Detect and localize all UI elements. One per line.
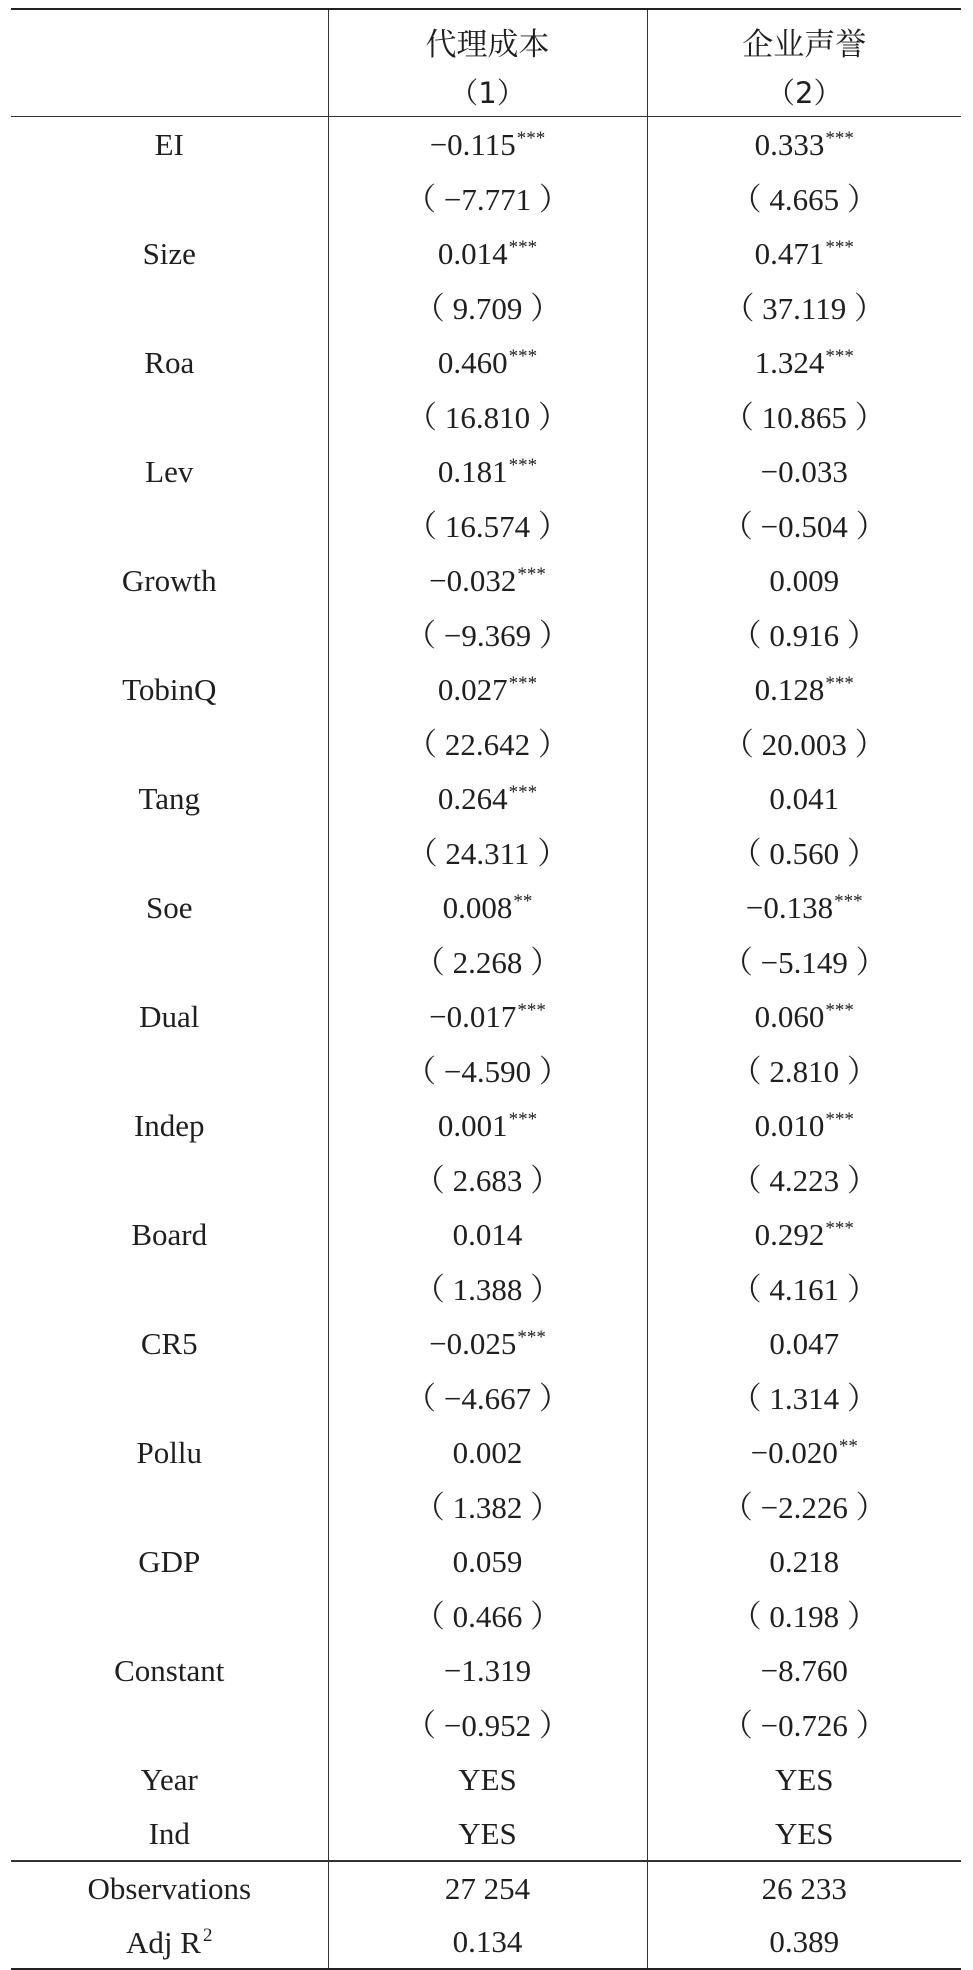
empty-cell	[11, 1589, 328, 1643]
table-row-tstat	[11, 499, 961, 553]
col1-coefficient	[328, 880, 647, 935]
col2-tstat: （ 4.665 ）	[730, 181, 878, 217]
table-row-tstat	[11, 717, 961, 771]
variable-name: CR5	[140, 1326, 198, 1361]
adj-r2-superscript: 2	[202, 1924, 213, 1946]
col1-tstat: （ 24.311 ）	[328, 826, 647, 880]
empty-cell	[11, 499, 328, 553]
coefficient-value: −0.138	[745, 890, 834, 925]
adj-r2-label: Adj R	[126, 1924, 201, 1960]
table-row-tstat	[11, 390, 961, 444]
header-corner	[11, 9, 328, 70]
variable-name: Size	[142, 236, 196, 271]
variable-name: EI	[154, 127, 184, 162]
col1-coefficient	[328, 1098, 647, 1153]
col2-coefficient	[647, 1643, 961, 1698]
significance-stars: **	[513, 891, 533, 912]
significance-stars: ***	[508, 1109, 538, 1130]
table-row	[11, 1425, 961, 1480]
control-row	[11, 1806, 961, 1861]
table-row	[11, 117, 961, 173]
empty-cell	[11, 1153, 328, 1207]
coefficient-value: 0.010	[754, 1108, 825, 1143]
variable-name: Growth	[121, 563, 217, 598]
control-name: Year	[140, 1761, 198, 1797]
coefficient-value: 0.333	[754, 127, 825, 162]
col1-coefficient	[328, 553, 647, 608]
table-row-tstat	[11, 1262, 961, 1316]
coefficient-value: −0.017	[429, 999, 517, 1034]
col2-coefficient	[647, 989, 961, 1044]
coefficient-value: 1.324	[754, 345, 825, 380]
coefficient-value: 0.009	[769, 563, 840, 598]
table-row	[11, 226, 961, 281]
col1-coefficient	[328, 1425, 647, 1480]
col1-coefficient	[328, 662, 647, 717]
table-row-tstat	[11, 1044, 961, 1098]
col1-tstat: （ −7.771 ）	[328, 172, 647, 226]
col1-coefficient	[328, 444, 647, 499]
control-name: Ind	[148, 1815, 190, 1851]
significance-stars: ***	[825, 1000, 854, 1021]
significance-stars: ***	[825, 1218, 854, 1239]
coefficient-value: 0.181	[437, 454, 508, 489]
coefficient-value: 0.218	[769, 1544, 840, 1579]
table-row	[11, 662, 961, 717]
coefficient-value: 0.008	[442, 890, 513, 925]
significance-stars: ***	[508, 346, 538, 367]
coefficient-value: 0.460	[437, 345, 508, 380]
variable-name: Lev	[145, 454, 194, 489]
coefficient-value: −0.033	[760, 454, 848, 489]
coefficient-value: −0.025	[429, 1326, 517, 1361]
col1-tstat: （ 16.574 ）	[328, 499, 647, 553]
coefficient-value: −0.115	[429, 127, 516, 162]
coefficient-value: 0.047	[769, 1326, 840, 1361]
variable-name: Pollu	[136, 1435, 202, 1470]
col2-adj-r2: 0.389	[647, 1915, 961, 1969]
header-row-titles	[11, 9, 961, 70]
empty-cell	[11, 1371, 328, 1425]
col2-control: YES	[774, 1815, 834, 1851]
table-row-tstat	[11, 608, 961, 662]
coefficient-value: −0.020	[750, 1435, 838, 1470]
regression-table	[11, 8, 961, 1970]
col2-tstat: （ −0.726 ）	[721, 1707, 887, 1743]
table-row-tstat	[11, 935, 961, 989]
col2-observations: 26 233	[647, 1861, 961, 1915]
table-body	[11, 117, 961, 1970]
variable-name: Board	[131, 1217, 208, 1252]
significance-stars: ***	[516, 128, 546, 149]
table-row-tstat	[11, 281, 961, 335]
col1-coefficient	[328, 1316, 647, 1371]
col1-coefficient	[328, 1534, 647, 1589]
empty-cell	[11, 608, 328, 662]
col2-coefficient	[647, 553, 961, 608]
col1-coefficient	[328, 335, 647, 390]
adj-r2-label-cell	[11, 1915, 328, 1969]
significance-stars: **	[838, 1436, 858, 1457]
empty-cell	[11, 826, 328, 880]
col1-tstat: （ 2.268 ）	[328, 935, 647, 989]
col2-coefficient	[647, 335, 961, 390]
table-row	[11, 1643, 961, 1698]
table-row-tstat	[11, 1589, 961, 1643]
significance-stars: ***	[517, 564, 546, 585]
table-row	[11, 1207, 961, 1262]
table-row	[11, 880, 961, 935]
empty-cell	[11, 935, 328, 989]
coefficient-value: 0.060	[754, 999, 825, 1034]
table-row-tstat	[11, 1480, 961, 1534]
header-row-numbers	[11, 70, 961, 117]
table-row	[11, 335, 961, 390]
col1-tstat: （ −4.590 ）	[328, 1044, 647, 1098]
coefficient-value: 0.041	[769, 781, 840, 816]
col1-observations: 27 254	[328, 1861, 647, 1915]
observations-row	[11, 1861, 961, 1915]
col2-tstat: （ 4.223 ）	[730, 1162, 878, 1198]
control-row	[11, 1752, 961, 1806]
col2-tstat: （ 0.560 ）	[730, 835, 878, 871]
coefficient-value: 0.264	[437, 781, 508, 816]
variable-name: Constant	[114, 1653, 225, 1688]
variable-name: Tang	[138, 781, 201, 816]
col2-coefficient	[647, 1098, 961, 1153]
col2-coefficient	[647, 117, 961, 173]
significance-stars: ***	[508, 673, 538, 694]
variable-name: Indep	[133, 1108, 205, 1143]
empty-cell	[11, 281, 328, 335]
col1-coefficient	[328, 1643, 647, 1698]
coefficient-value: −8.760	[760, 1653, 848, 1688]
significance-stars: ***	[825, 128, 854, 149]
table-row	[11, 553, 961, 608]
col1-number: （1）	[328, 70, 647, 117]
col1-coefficient	[328, 226, 647, 281]
col2-tstat: （ 0.198 ）	[730, 1598, 878, 1634]
significance-stars: ***	[825, 346, 854, 367]
col1-tstat: （ 16.810 ）	[328, 390, 647, 444]
col1-tstat: （ −4.667 ）	[328, 1371, 647, 1425]
table-row	[11, 771, 961, 826]
col2-control: YES	[774, 1761, 834, 1797]
coefficient-value: 0.292	[754, 1217, 825, 1252]
col2-tstat: （ 37.119 ）	[723, 290, 886, 326]
col1-title: 代理成本	[328, 9, 647, 70]
empty-cell	[11, 390, 328, 444]
table-row-tstat	[11, 1698, 961, 1752]
empty-cell	[11, 172, 328, 226]
coefficient-value: 0.471	[754, 236, 825, 271]
coefficient-value: 0.027	[437, 672, 508, 707]
col2-tstat: （ −2.226 ）	[721, 1489, 887, 1525]
col2-tstat: （ 4.161 ）	[730, 1271, 878, 1307]
table-row-tstat	[11, 1371, 961, 1425]
observations-label: Observations	[11, 1861, 328, 1915]
col2-coefficient	[647, 1534, 961, 1589]
significance-stars: ***	[825, 673, 854, 694]
variable-name: Dual	[139, 999, 200, 1034]
table-row-tstat	[11, 172, 961, 226]
empty-cell	[11, 1480, 328, 1534]
col1-coefficient	[328, 1207, 647, 1262]
col1-tstat: （ 0.466 ）	[328, 1589, 647, 1643]
col2-coefficient	[647, 1207, 961, 1262]
significance-stars: ***	[825, 237, 854, 258]
col2-coefficient	[647, 662, 961, 717]
table-row	[11, 1316, 961, 1371]
col1-tstat: （ −9.369 ）	[328, 608, 647, 662]
col1-coefficient	[328, 989, 647, 1044]
col1-control: YES	[328, 1806, 647, 1861]
col1-coefficient	[328, 117, 647, 173]
col2-tstat: （ −0.504 ）	[721, 508, 887, 544]
col2-tstat: （ 20.003 ）	[722, 726, 886, 762]
table-row	[11, 989, 961, 1044]
table-row-tstat	[11, 1153, 961, 1207]
col2-coefficient	[647, 880, 961, 935]
col1-tstat: （ 1.382 ）	[328, 1480, 647, 1534]
col1-tstat: （ 9.709 ）	[328, 281, 647, 335]
significance-stars: ***	[508, 237, 538, 258]
col1-tstat: （ 2.683 ）	[328, 1153, 647, 1207]
coefficient-value: 0.059	[452, 1544, 523, 1579]
variable-name: TobinQ	[122, 672, 217, 707]
coefficient-value: −0.032	[429, 563, 517, 598]
table-row	[11, 444, 961, 499]
significance-stars: ***	[834, 891, 863, 912]
col2-tstat: （ 10.865 ）	[722, 399, 886, 435]
col2-coefficient	[647, 1316, 961, 1371]
coefficient-value: 0.014	[437, 236, 508, 271]
adj-r2-row	[11, 1915, 961, 1969]
significance-stars: ***	[517, 1000, 546, 1021]
col2-tstat: （ −5.149 ）	[721, 944, 887, 980]
col2-coefficient	[647, 444, 961, 499]
col1-tstat: （ 1.388 ）	[328, 1262, 647, 1316]
empty-cell	[11, 1698, 328, 1752]
variable-name: Roa	[144, 345, 195, 380]
significance-stars: ***	[508, 782, 538, 803]
coefficient-value: 0.002	[452, 1435, 523, 1470]
col1-adj-r2: 0.134	[328, 1915, 647, 1969]
col1-coefficient	[328, 771, 647, 826]
table-row	[11, 1534, 961, 1589]
col2-tstat: （ 0.916 ）	[730, 617, 878, 653]
col2-tstat: （ 1.314 ）	[730, 1380, 878, 1416]
col1-control: YES	[328, 1752, 647, 1806]
empty-cell	[11, 1044, 328, 1098]
empty-cell	[11, 717, 328, 771]
variable-name: Soe	[146, 890, 193, 925]
coefficient-value: 0.014	[452, 1217, 523, 1252]
col2-title: 企业声誉	[647, 9, 961, 70]
table-row-tstat	[11, 826, 961, 880]
col1-tstat: （ −0.952 ）	[328, 1698, 647, 1752]
coefficient-value: 0.128	[754, 672, 825, 707]
header-corner-lower	[11, 70, 328, 117]
significance-stars: ***	[508, 455, 538, 476]
col2-number: （2）	[647, 70, 961, 117]
col2-coefficient	[647, 771, 961, 826]
significance-stars: ***	[517, 1327, 546, 1348]
col2-tstat: （ 2.810 ）	[730, 1053, 878, 1089]
variable-name: GDP	[138, 1544, 201, 1579]
table-row	[11, 1098, 961, 1153]
col2-coefficient	[647, 226, 961, 281]
empty-cell	[11, 1262, 328, 1316]
significance-stars: ***	[825, 1109, 854, 1130]
col1-tstat: （ 22.642 ）	[328, 717, 647, 771]
coefficient-value: 0.001	[437, 1108, 508, 1143]
coefficient-value: −1.319	[443, 1653, 532, 1688]
col2-coefficient	[647, 1425, 961, 1480]
